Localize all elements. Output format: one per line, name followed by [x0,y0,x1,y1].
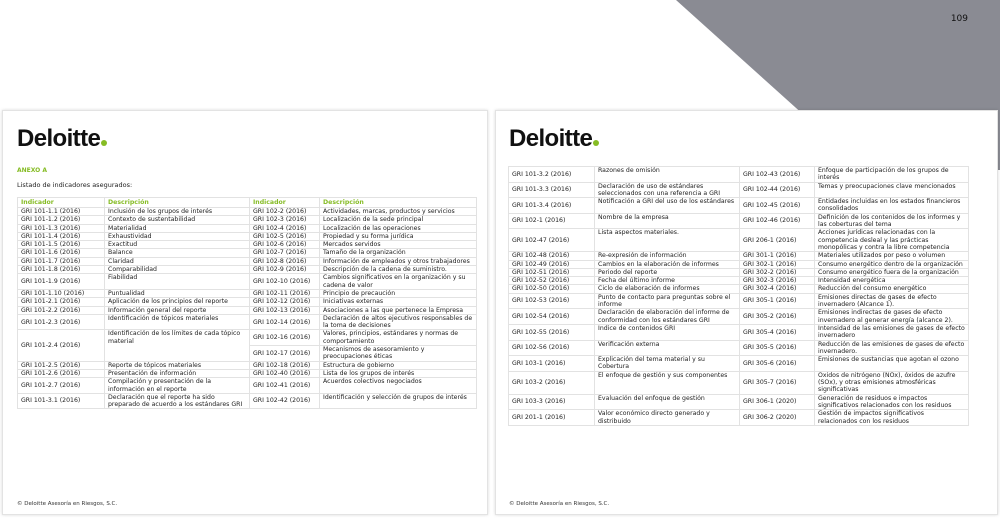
indicator-description: Propiedad y su forma jurídica [320,232,477,240]
indicator-code: GRI 102-13 (2016) [250,306,320,314]
footer-copyright: © Deloitte Asesoría en Riesgos, S.C. [509,501,610,507]
indicator-code: GRI 102-11 (2016) [250,289,320,297]
table-row [18,393,477,409]
indicator-description: Identificación de los límites de cada tópico material [105,330,250,361]
logo-dot-icon [593,140,599,146]
indicator-description: Materialidad [105,224,250,232]
indicator-description: Identificación y selección de grupos de interés [320,393,477,409]
indicator-code: GRI 101-3.4 (2016) [509,198,595,214]
indicator-description: Localización de las operaciones [320,224,477,232]
indicator-code: GRI 102-4 (2016) [250,224,320,232]
indicator-description: Valores, principios, estándares y normas de comportamiento [320,330,477,346]
indicator-code: GRI 101-1.8 (2016) [18,266,105,274]
indicator-description: Re-expresión de información [595,252,740,260]
indicator-description: Acuerdos colectivos negociados [320,378,477,394]
table-row [18,369,477,377]
indicator-code: GRI 101-2.4 (2016) [18,330,105,361]
logo-text: Deloitte [509,125,593,152]
indicator-code: GRI 102-3 (2016) [250,216,320,224]
indicator-code: GRI 102-5 (2016) [250,232,320,240]
indicator-code: GRI 102-43 (2016) [740,167,815,183]
indicator-code: GRI 101-1.6 (2016) [18,249,105,257]
indicator-description: Mecanismos de asesoramiento y preocupaciones éticas [320,346,477,362]
indicator-code: GRI 101-2.3 (2016) [18,314,105,330]
indicator-description: Claridad [105,257,250,265]
indicator-description: Estructura de gobierno [320,361,477,369]
indicator-code: GRI 102-7 (2016) [250,249,320,257]
indicator-description: Entidades incluidas en los estados financieros consolidados [815,198,969,214]
indicator-description: Información de empleados y otros trabajadores [320,257,477,265]
indicator-description: Definición de los contenidos de los informes y las coberturas del tema [815,213,969,229]
indicator-description: Valor económico directo generado y distribuido [595,410,740,426]
indicators-table-right [508,166,969,426]
indicator-description: Declaración de altos ejecutivos responsables de la toma de decisiones [320,314,477,330]
indicator-code: GRI 201-1 (2016) [509,410,595,426]
indicator-code: GRI 305-5 (2016) [740,340,815,356]
table-row [18,257,477,265]
indicator-description: Tamaño de la organización [320,249,477,257]
indicator-code: GRI 101-1.1 (2016) [18,208,105,216]
table-row [18,274,477,290]
indicator-code: GRI 102-40 (2016) [250,369,320,377]
table-row [18,208,477,216]
indicator-code: GRI 102-50 (2016) [509,285,595,293]
indicator-code: GRI 302-4 (2016) [740,285,815,293]
indicator-description: Emisiones directas de gases de efecto invernadero (Alcance 1). [815,293,969,309]
indicator-code: GRI 102-53 (2016) [509,293,595,309]
table-row [18,330,477,346]
indicator-code: GRI 102-47 (2016) [509,229,595,252]
indicator-code: GRI 101-1.3 (2016) [18,224,105,232]
indicator-code: GRI 305-2 (2016) [740,309,815,325]
indicator-code: GRI 102-9 (2016) [250,266,320,274]
indicator-code: GRI 102-8 (2016) [250,257,320,265]
indicator-code: GRI 101-2.2 (2016) [18,306,105,314]
indicator-description: Cambios significativos en la organización y su cadena de valor [320,274,477,290]
table-row [509,371,969,394]
indicator-code: GRI 302-2 (2016) [740,268,815,276]
table-row [18,266,477,274]
table-row [18,378,477,394]
logo-dot-icon [101,140,107,146]
indicator-code: GRI 101-2.6 (2016) [18,369,105,377]
table-row [509,309,969,325]
indicator-description: Exactitud [105,241,250,249]
indicator-description: Inclusión de los grupos de interés [105,208,250,216]
indicator-code: GRI 103-1 (2016) [509,356,595,372]
indicator-code: GRI 306-2 (2020) [740,410,815,426]
indicator-code: GRI 206-1 (2016) [740,229,815,252]
indicator-code: GRI 302-3 (2016) [740,277,815,285]
table-row [509,410,969,426]
indicator-description: Fiabilidad [105,274,250,290]
header-indicator: Indicador [250,198,320,208]
indicator-description: Exhaustividad [105,232,250,240]
indicator-description: Intensidad de las emisiones de gases de efecto invernadero [815,324,969,340]
indicator-description: Reducción de las emisiones de gases de efecto invernadero. [815,340,969,356]
indicator-description: Consumo energético dentro de la organización [815,260,969,268]
indicator-code: GRI 101-2.7 (2016) [18,378,105,394]
indicator-description: Notificación a GRI del uso de los estándares [595,198,740,214]
indicator-code: GRI 102-18 (2016) [250,361,320,369]
annex-title: ANEXO A [17,167,48,174]
indicator-description: Comparabilidad [105,266,250,274]
table-row [18,249,477,257]
table-row [509,260,969,268]
table-row [509,268,969,276]
indicator-code: GRI 102-41 (2016) [250,378,320,394]
indicator-description: Óxidos de nitrógeno (NOx), óxidos de azufre (SOx), y otras emisiones atmosféricas significativas [815,371,969,394]
table-row [18,298,477,306]
intro-text: Listado de indicadores asegurados: [17,181,133,189]
indicator-code: GRI 102-49 (2016) [509,260,595,268]
indicator-code: GRI 102-52 (2016) [509,277,595,285]
indicator-code: GRI 305-4 (2016) [740,324,815,340]
indicator-code: GRI 102-54 (2016) [509,309,595,325]
indicator-description: Enfoque de participación de los grupos de interés [815,167,969,183]
table-row [509,277,969,285]
table-row [18,306,477,314]
indicator-description: Lista aspectos materiales. [595,229,740,252]
table-row [18,241,477,249]
indicator-description: Ciclo de elaboración de informes [595,285,740,293]
indicator-description: Explicación del tema material y su Cobertura [595,356,740,372]
table-row [509,356,969,372]
indicator-code: GRI 102-16 (2016) [250,330,320,346]
indicator-code: GRI 302-1 (2016) [740,260,815,268]
indicator-description: Materiales utilizados por peso o volumen [815,252,969,260]
indicator-description: Contexto de sustentabilidad [105,216,250,224]
indicator-code: GRI 102-42 (2016) [250,393,320,409]
indicator-code: GRI 102-48 (2016) [509,252,595,260]
page-number: 109 [950,14,968,24]
indicator-code: GRI 102-45 (2016) [740,198,815,214]
indicator-code: GRI 301-1 (2016) [740,252,815,260]
indicator-description: Temas y preocupaciones clave mencionados [815,182,969,198]
indicator-description: Compilación y presentación de la información en el reporte [105,378,250,394]
table-row [18,232,477,240]
indicator-description: Localización de la sede principal [320,216,477,224]
indicator-code: GRI 102-1 (2016) [509,213,595,229]
table-row [509,198,969,214]
indicator-code: GRI 102-6 (2016) [250,241,320,249]
indicator-code: GRI 305-6 (2016) [740,356,815,372]
indicator-description: Emisiones indirectas de gases de efecto invernadero al generar energía (alcance 2). [815,309,969,325]
indicator-code: GRI 102-56 (2016) [509,340,595,356]
indicator-code: GRI 101-1.2 (2016) [18,216,105,224]
indicator-description: Lista de los grupos de interés [320,369,477,377]
table-row [509,252,969,260]
indicator-description: Principio de precaución [320,289,477,297]
left-page [2,110,488,515]
indicator-code: GRI 102-46 (2016) [740,213,815,229]
indicator-description: Información general del reporte [105,306,250,314]
indicator-description: Mercados servidos [320,241,477,249]
indicator-description: Acciones jurídicas relacionadas con la competencia desleal y las prácticas monopólicas y contra la libre competencia [815,229,969,252]
indicator-description: Declaración de elaboración del informe de conformidad con los estándares GRI [595,309,740,325]
indicator-description: Declaración que el reporte ha sido preparado de acuerdo a los estándares GRI [105,393,250,409]
indicators-table-left [17,197,477,409]
indicator-code: GRI 102-12 (2016) [250,298,320,306]
table-row [509,324,969,340]
indicator-code: GRI 102-44 (2016) [740,182,815,198]
indicator-code: GRI 102-2 (2016) [250,208,320,216]
table-header-row [18,198,477,208]
indicator-description: Puntualidad [105,289,250,297]
table-row [18,224,477,232]
indicator-code: GRI 102-14 (2016) [250,314,320,330]
indicator-description: Consumo energético fuera de la organización [815,268,969,276]
indicator-code: GRI 101-3.3 (2016) [509,182,595,198]
indicator-description: Balance [105,249,250,257]
indicator-description: Presentación de información [105,369,250,377]
indicator-description: El enfoque de gestión y sus componentes [595,371,740,394]
indicator-description: Aplicación de los principios del reporte [105,298,250,306]
indicator-description: Reporte de tópicos materiales [105,361,250,369]
deloitte-logo [509,125,599,153]
indicator-description: Gestión de impactos significativos relacionados con los residuos [815,410,969,426]
indicator-code: GRI 102-17 (2016) [250,346,320,362]
indicator-code: GRI 305-1 (2016) [740,293,815,309]
indicator-code: GRI 102-10 (2016) [250,274,320,290]
indicator-description: Índice de contenidos GRI [595,324,740,340]
indicator-description: Iniciativas externas [320,298,477,306]
table-row [18,361,477,369]
table-row [509,340,969,356]
indicator-code: GRI 101-1.5 (2016) [18,241,105,249]
table-row [509,285,969,293]
table-row [509,213,969,229]
table-row [509,182,969,198]
indicator-description: Periodo del reporte [595,268,740,276]
indicator-description: Emisiones de sustancias que agotan el ozono [815,356,969,372]
header-description: Descripción [320,198,477,208]
indicator-code: GRI 101-3.2 (2016) [509,167,595,183]
indicator-description: Fecha del último informe [595,277,740,285]
indicator-code: GRI 103-3 (2016) [509,394,595,410]
indicator-code: GRI 101-2.1 (2016) [18,298,105,306]
indicator-description: Evaluación del enfoque de gestión [595,394,740,410]
table-row [18,289,477,297]
table-row [18,216,477,224]
indicator-description: Punto de contacto para preguntas sobre el informe [595,293,740,309]
indicator-description: Asociaciones a las que pertenece la Empresa [320,306,477,314]
indicator-description: Razones de omisión [595,167,740,183]
header-description: Descripción [105,198,250,208]
footer-copyright: © Deloitte Asesoría en Riesgos, S.C. [17,501,118,507]
indicator-description: Cambios en la elaboración de informes [595,260,740,268]
indicator-code: GRI 101-1.9 (2016) [18,274,105,290]
right-page [495,110,998,515]
indicator-code: GRI 103-2 (2016) [509,371,595,394]
indicator-code: GRI 101-3.1 (2016) [18,393,105,409]
indicator-code: GRI 306-1 (2020) [740,394,815,410]
indicator-code: GRI 305-7 (2016) [740,371,815,394]
indicator-code: GRI 102-51 (2016) [509,268,595,276]
table-row [509,293,969,309]
indicator-code: GRI 101-1.7 (2016) [18,257,105,265]
indicator-code: GRI 102-55 (2016) [509,324,595,340]
header-indicator: Indicador [18,198,105,208]
indicator-description: Descripción de la cadena de suministro. [320,266,477,274]
indicator-code: GRI 101-1.10 (2016) [18,289,105,297]
indicator-description: Identificación de tópicos materiales [105,314,250,330]
indicator-description: Actividades, marcas, productos y servicios [320,208,477,216]
indicator-code: GRI 101-2.5 (2016) [18,361,105,369]
indicator-description: Generación de residuos e impactos significativos relacionados con los residuos [815,394,969,410]
indicator-description: Declaración de uso de estándares seleccionados con una referencia a GRI [595,182,740,198]
indicator-description: Intensidad energética [815,277,969,285]
table-row [509,229,969,252]
table-row [509,394,969,410]
indicator-description: Nombre de la empresa [595,213,740,229]
indicator-description: Verificación externa [595,340,740,356]
table-row [18,314,477,330]
indicator-description: Reducción del consumo energético [815,285,969,293]
deloitte-logo [17,125,107,153]
logo-text: Deloitte [17,125,101,152]
table-row [509,167,969,183]
indicator-code: GRI 101-1.4 (2016) [18,232,105,240]
